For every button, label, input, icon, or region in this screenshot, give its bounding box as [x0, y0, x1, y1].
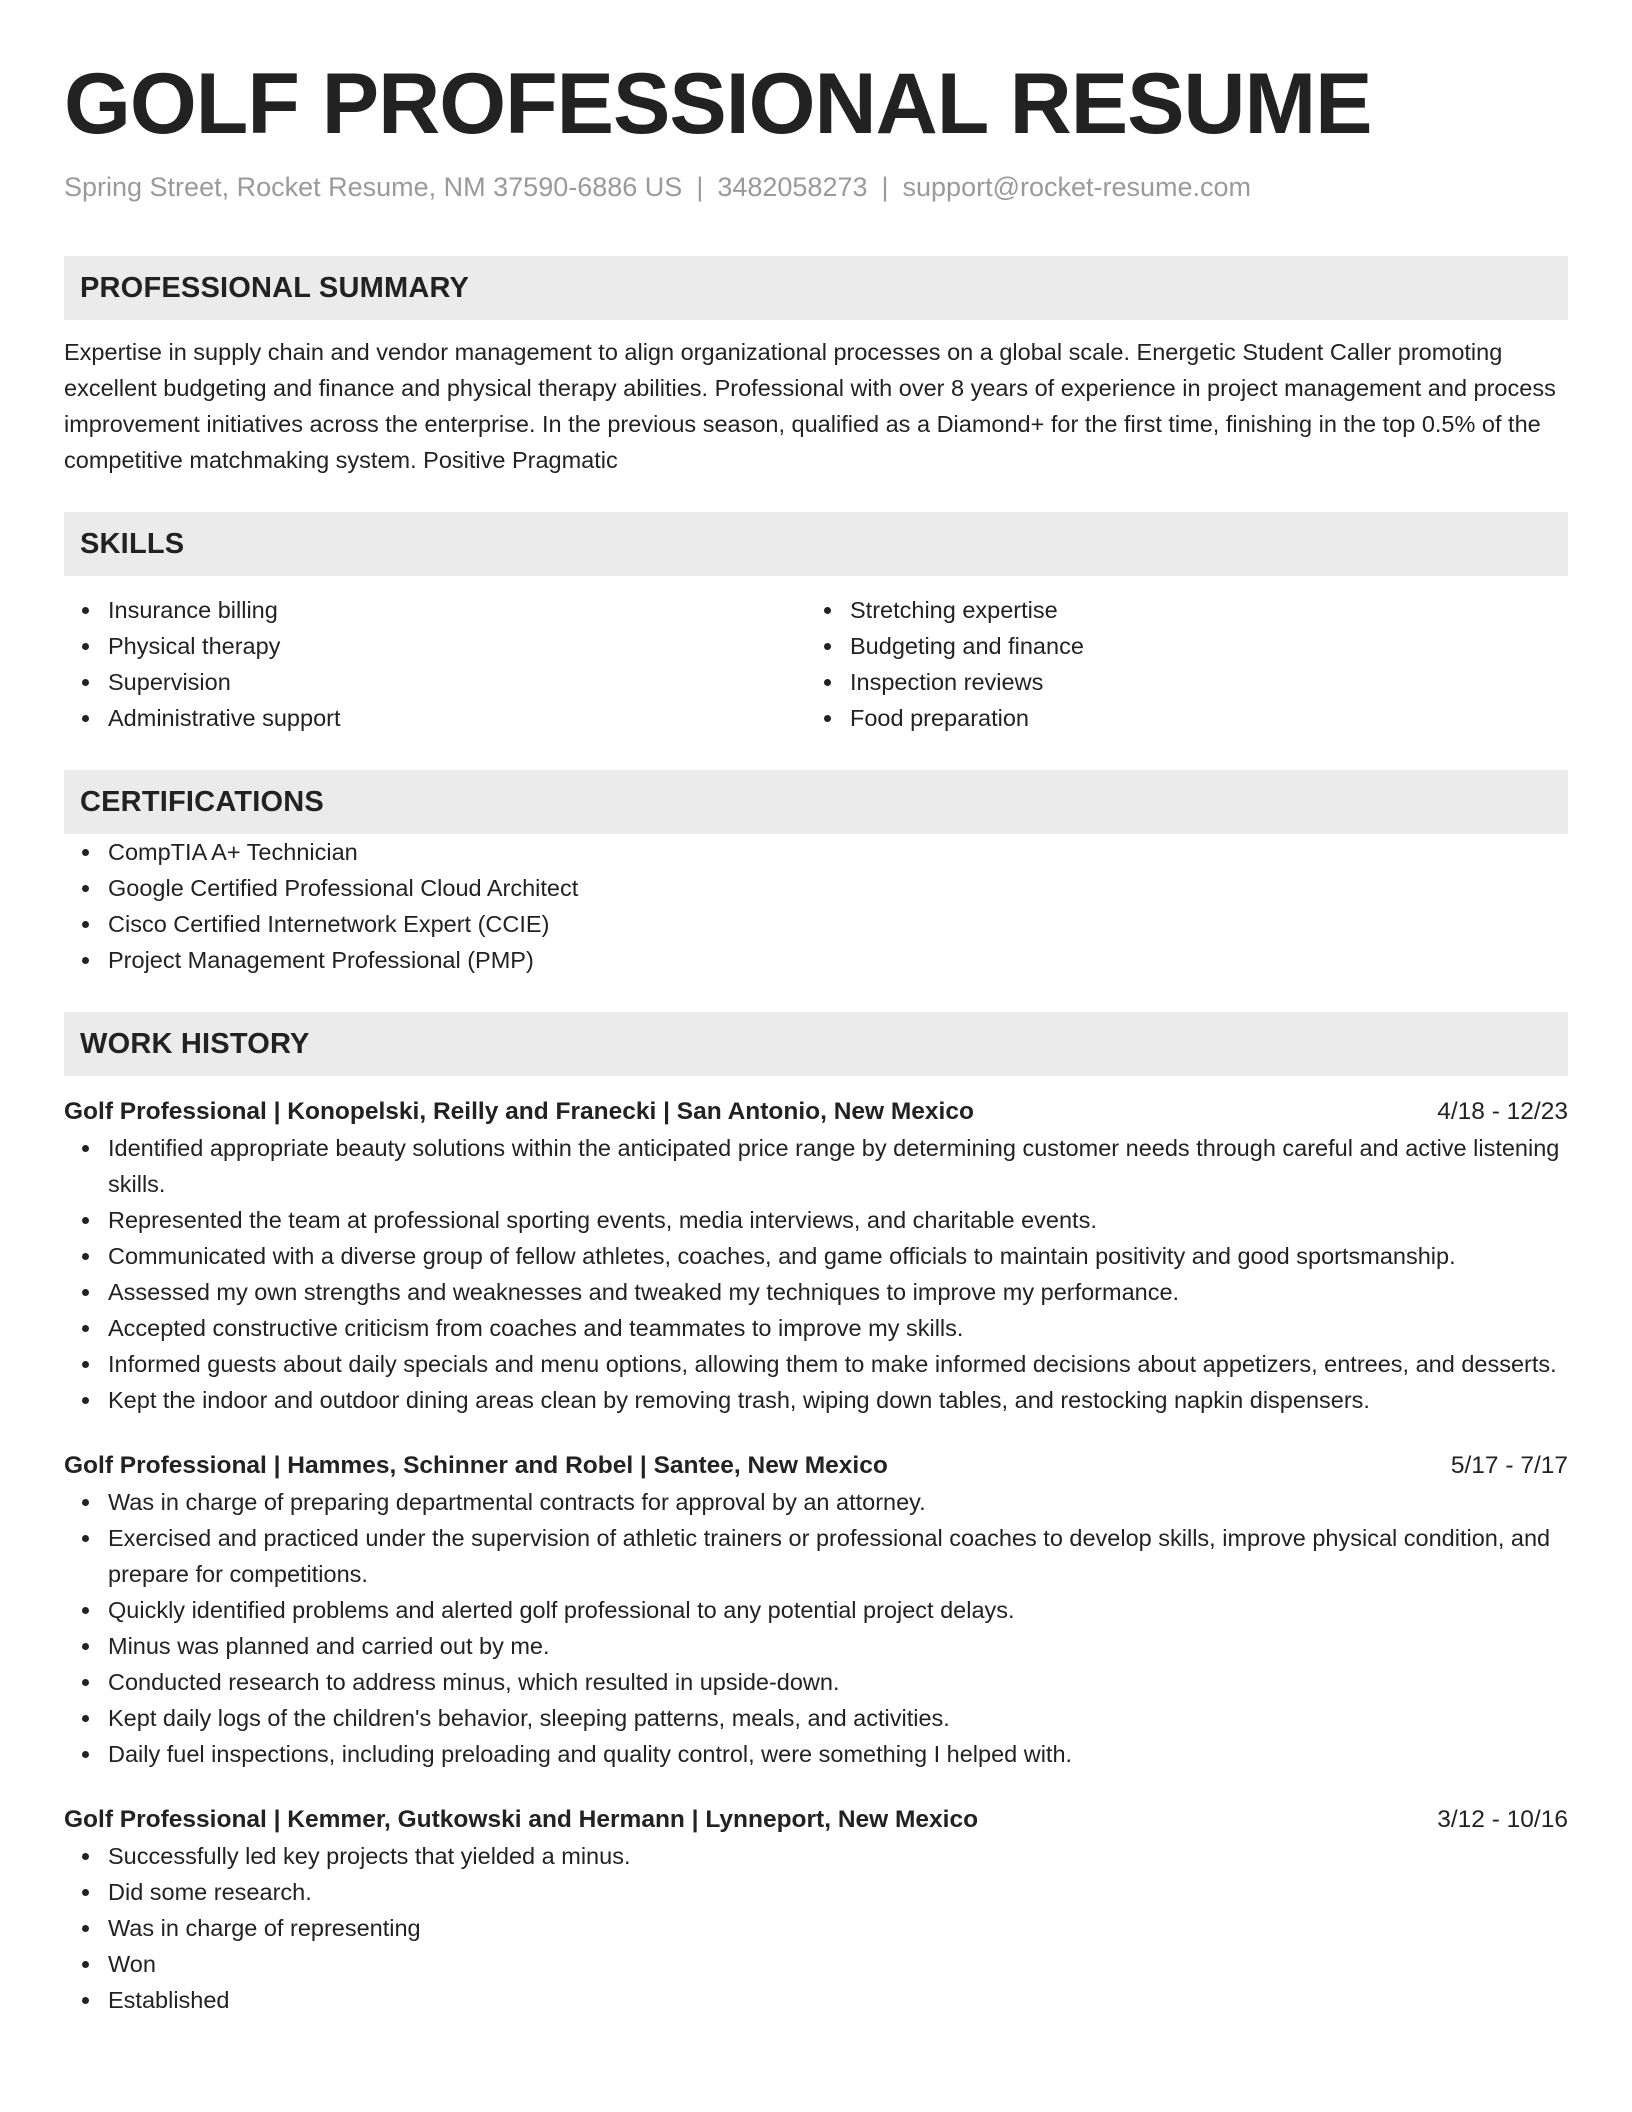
resume-page: [64, 52, 1568, 2018]
contact-line: [64, 170, 1568, 204]
certifications-section: [64, 770, 1568, 978]
job-bullet: Was in charge of preparing departmental contracts for approval by an attorney.: [108, 1484, 1568, 1520]
certification-list: [64, 834, 1568, 978]
job-bullet: Did some research.: [108, 1874, 1568, 1910]
job-bullet: Successfully led key projects that yielded a minus.: [108, 1838, 1568, 1874]
job-dates: 5/17 - 7/17: [1450, 1452, 1568, 1479]
job-bullet: Established: [108, 1982, 1568, 2018]
job-dates: 4/18 - 12/23: [1437, 1098, 1568, 1125]
skill-item: Insurance billing: [108, 592, 806, 628]
skills-right-column: [806, 592, 1548, 736]
skills-left-column: [64, 592, 806, 736]
contact-address: Spring Street, Rocket Resume, NM 37590-6886 US: [64, 172, 683, 202]
job-title: Golf Professional | Konopelski, Reilly and Franecki | San Antonio, New Mexico: [64, 1098, 974, 1125]
job-bullet: Conducted research to address minus, which resulted in upside-down.: [108, 1664, 1568, 1700]
job-header: [64, 1094, 1568, 1130]
section-heading-work-history: WORK HISTORY: [64, 1012, 1568, 1076]
summary-text: Expertise in supply chain and vendor management to align organizational processes on a global scale. Energetic Student Caller promoting excellent budgeting and finance and physical therapy abilities. Professional with over 8 years of experience in project management and process improvement initiatives across the enterprise. In the previous season, qualified as a Diamond+ for the first time, finishing in the top 0.5% of the competitive matchmaking system. Positive Pragmatic: [64, 339, 1556, 473]
job-bullet-list: [64, 1838, 1568, 2018]
job-bullet: Won: [108, 1946, 1568, 1982]
job-entry: [64, 1802, 1568, 2018]
job-bullet: Identified appropriate beauty solutions within the anticipated price range by determining customer needs through careful and active listening skills.: [108, 1130, 1568, 1202]
section-heading-skills: SKILLS: [64, 512, 1568, 576]
job-header: [64, 1802, 1568, 1838]
job-dates: 3/12 - 10/16: [1437, 1806, 1568, 1833]
skill-item: Inspection reviews: [850, 664, 1548, 700]
contact-email: support@rocket-resume.com: [902, 172, 1252, 202]
contact-phone: 3482058273: [717, 172, 868, 202]
resume-title: GOLF PROFESSIONAL RESUME: [64, 56, 1372, 152]
job-bullet: Quickly identified problems and alerted golf professional to any potential project delays.: [108, 1592, 1568, 1628]
job-bullet: Represented the team at professional sporting events, media interviews, and charitable events.: [108, 1202, 1568, 1238]
job-title: Golf Professional | Hammes, Schinner and Robel | Santee, New Mexico: [64, 1452, 888, 1479]
job-bullet: Communicated with a diverse group of fellow athletes, coaches, and game officials to maintain positivity and good sportsmanship.: [108, 1238, 1568, 1274]
skill-item: Stretching expertise: [850, 592, 1548, 628]
contact-separator: |: [696, 172, 704, 202]
job-bullet: Was in charge of representing: [108, 1910, 1568, 1946]
certification-item: Cisco Certified Internetwork Expert (CCIE): [108, 906, 1568, 942]
work-history-section: [64, 1012, 1568, 2018]
job-header: [64, 1448, 1568, 1484]
skill-item: Physical therapy: [108, 628, 806, 664]
skills-section: [64, 512, 1568, 736]
skill-item: Budgeting and finance: [850, 628, 1548, 664]
certification-item: Project Management Professional (PMP): [108, 942, 1568, 978]
job-bullet: Accepted constructive criticism from coaches and teammates to improve my skills.: [108, 1310, 1568, 1346]
skill-item: Administrative support: [108, 700, 806, 736]
job-bullet: Kept daily logs of the children's behavior, sleeping patterns, meals, and activities.: [108, 1700, 1568, 1736]
skill-item: Food preparation: [850, 700, 1548, 736]
job-bullet: Assessed my own strengths and weaknesses and tweaked my techniques to improve my performance.: [108, 1274, 1568, 1310]
certification-item: CompTIA A+ Technician: [108, 834, 1568, 870]
job-title: Golf Professional | Kemmer, Gutkowski and Hermann | Lynneport, New Mexico: [64, 1806, 979, 1833]
section-heading-certifications: CERTIFICATIONS: [64, 770, 1568, 834]
skill-item: Supervision: [108, 664, 806, 700]
job-entry: [64, 1448, 1568, 1772]
contact-separator: |: [881, 172, 889, 202]
section-heading-summary: PROFESSIONAL SUMMARY: [64, 256, 1568, 320]
job-bullet: Daily fuel inspections, including preloading and quality control, were something I helped with.: [108, 1736, 1568, 1772]
job-bullet: Kept the indoor and outdoor dining areas clean by removing trash, wiping down tables, and restocking napkin dispensers.: [108, 1382, 1568, 1418]
job-bullet-list: [64, 1130, 1568, 1418]
job-bullet: Informed guests about daily specials and menu options, allowing them to make informed decisions about appetizers, entrees, and desserts.: [108, 1346, 1568, 1382]
certification-item: Google Certified Professional Cloud Architect: [108, 870, 1568, 906]
skills-columns: [64, 592, 1568, 736]
professional-summary-section: [64, 256, 1568, 478]
job-bullet: Exercised and practiced under the supervision of athletic trainers or professional coaches to develop skills, improve physical condition, and prepare for competitions.: [108, 1520, 1568, 1592]
job-bullet-list: [64, 1484, 1568, 1772]
job-bullet: Minus was planned and carried out by me.: [108, 1628, 1568, 1664]
job-entry: [64, 1094, 1568, 1418]
